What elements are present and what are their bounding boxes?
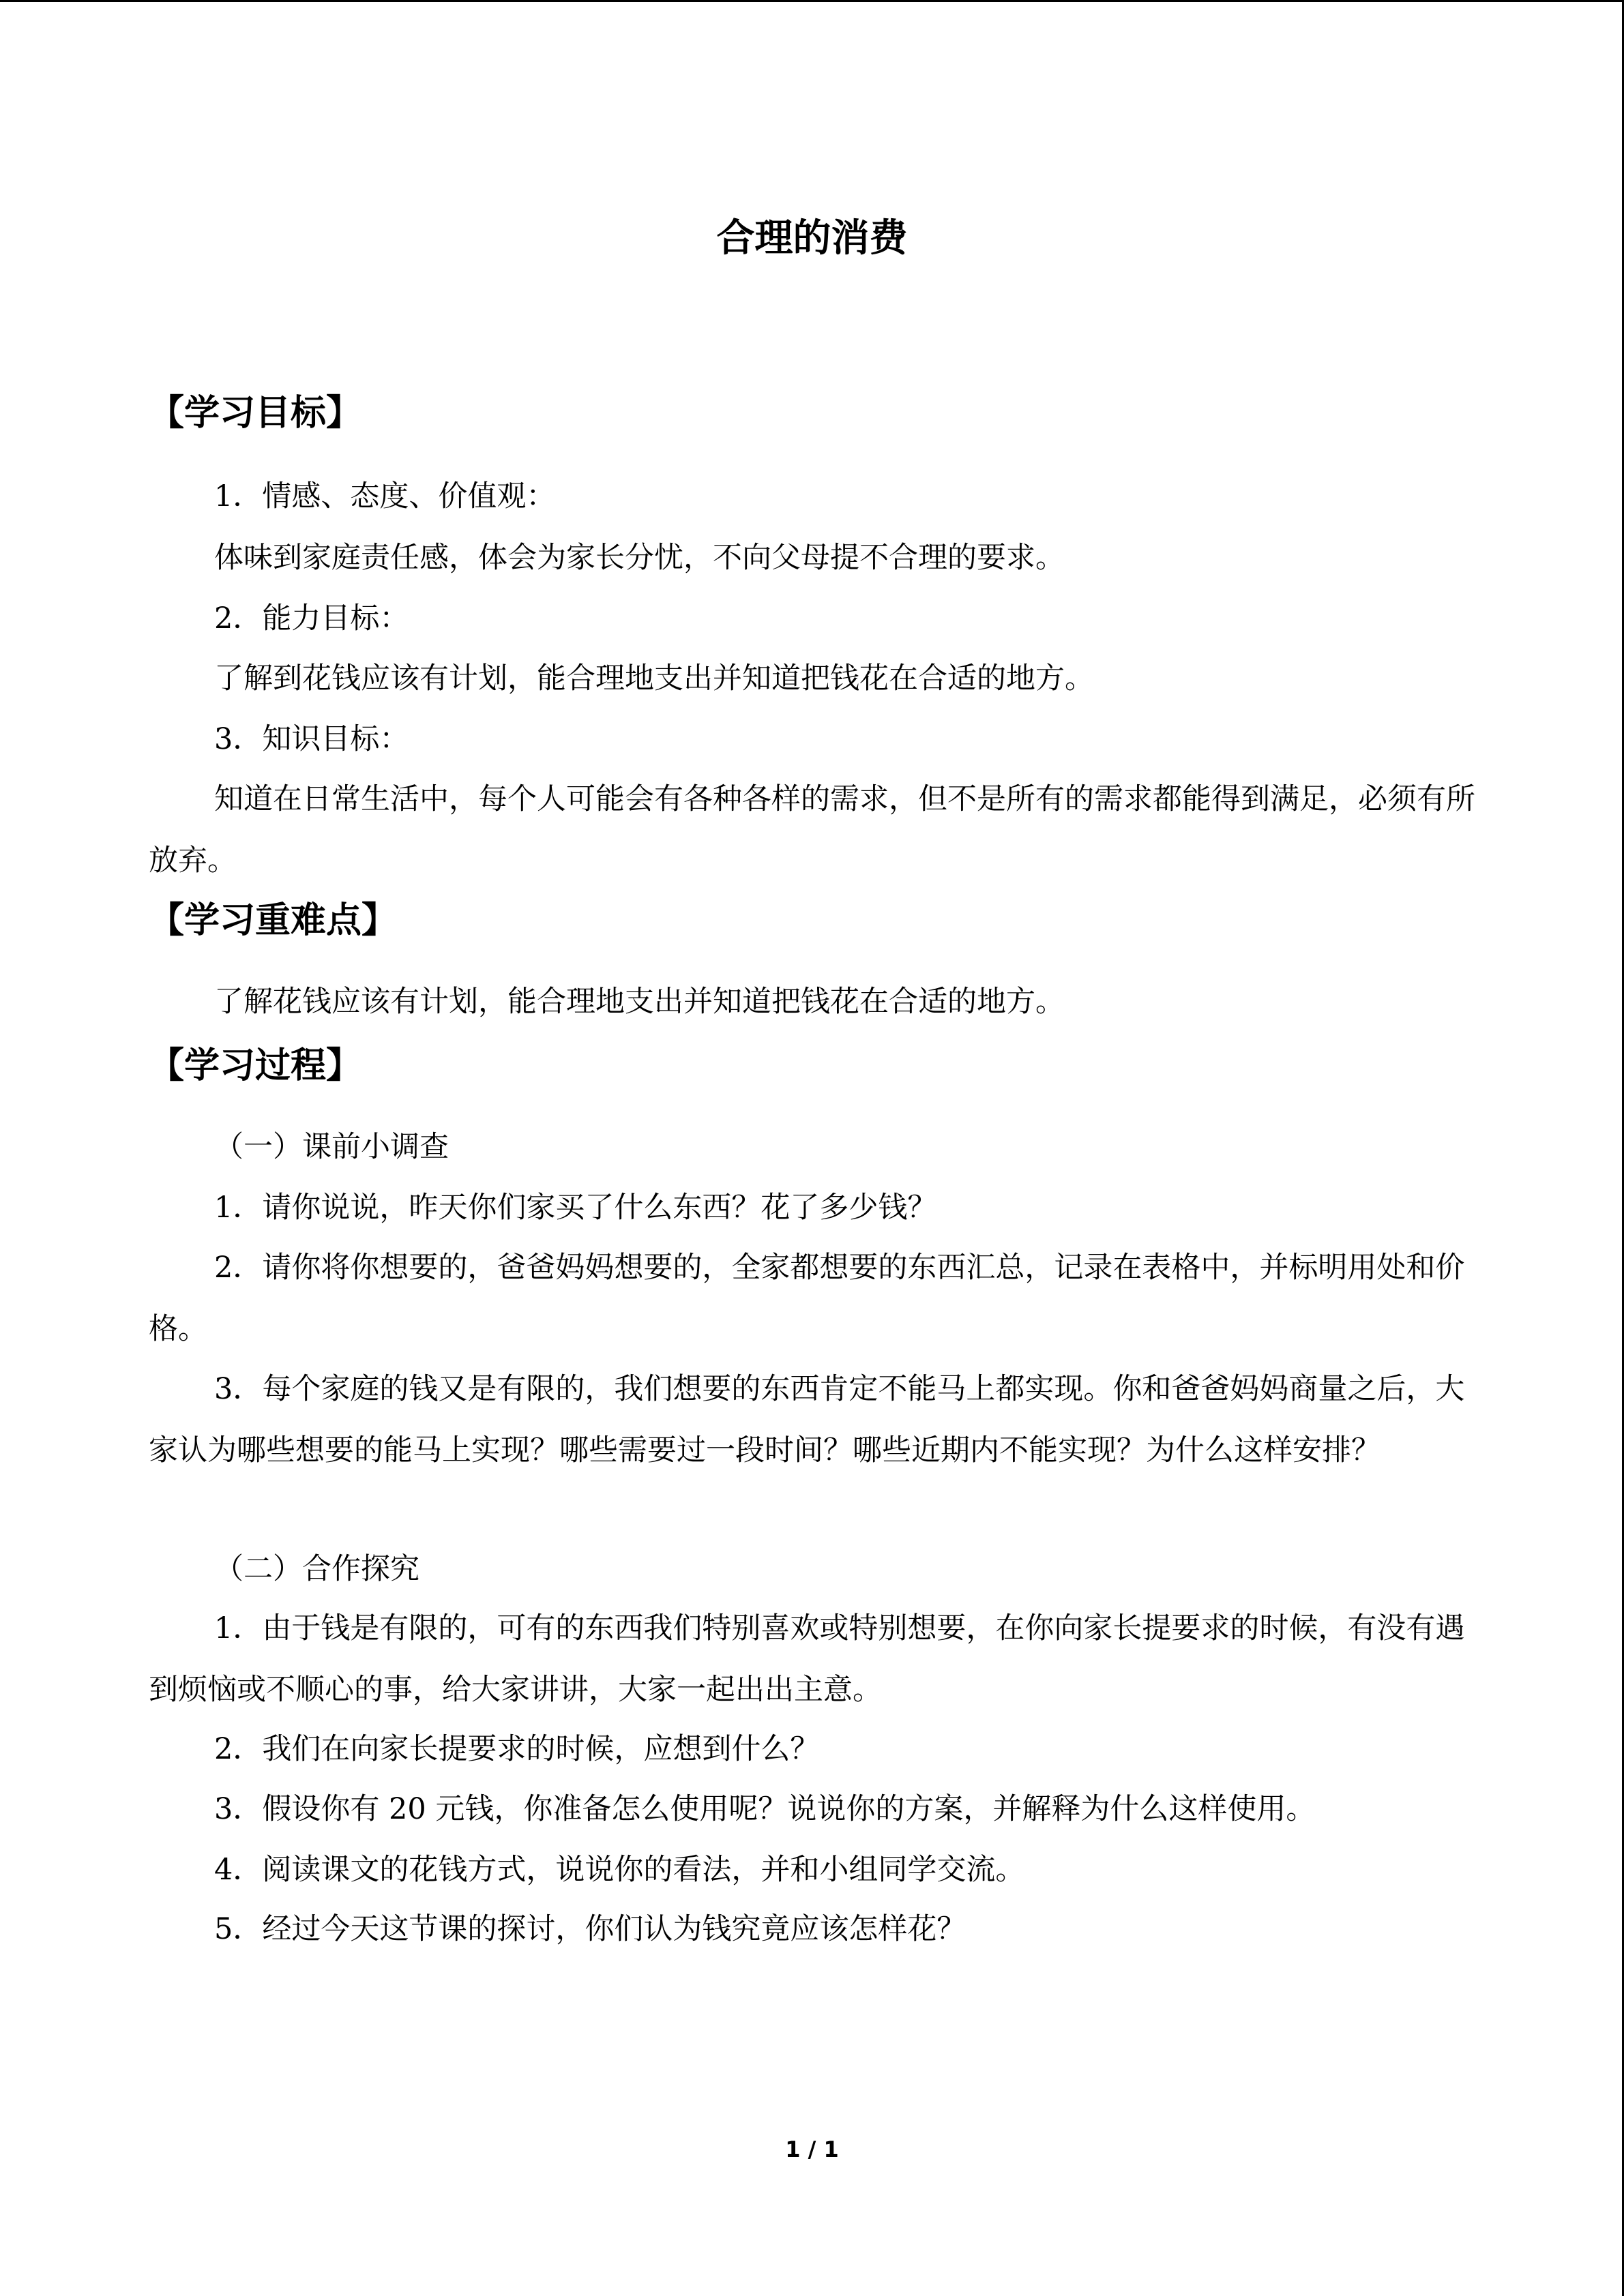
process-part-2-heading: （二）合作探究 [214,1552,419,1586]
objective-3-label: 3．知识目标： [214,722,409,756]
section-heading-key-points: 【学习重难点】 [149,900,398,941]
key-points-text: 了解花钱应该有计划，能合理地支出并知道把钱花在合适的地方。 [214,985,1065,1019]
process-part-1-heading: （一）课前小调查 [214,1130,449,1164]
objective-1-label: 1．情感、态度、价值观： [214,479,556,513]
document-title: 合理的消费 [716,216,908,260]
objective-3-text: 知道在日常生活中，每个人可能会有各种各样的需求，但不是所有的需求都能得到满足，必须有所放弃。 [149,782,1475,878]
process-item-1-2: 2．请你将你想要的，爸爸妈妈想要的，全家都想要的东西汇总，记录在表格中，并标明用处和价格。 [149,1251,1465,1346]
section-heading-learning-objectives: 【学习目标】 [149,393,362,434]
process-item-2-3: 3．假设你有 20 元钱，你准备怎么使用呢？说说你的方案，并解释为什么这样使用。 [214,1792,1316,1826]
section-heading-learning-process: 【学习过程】 [149,1045,362,1086]
process-item-1-1: 1．请你说说，昨天你们家买了什么东西？花了多少钱？ [214,1191,937,1225]
process-item-2-1: 1．由于钱是有限的，可有的东西我们特别喜欢或特别想要，在你向家长提要求的时候，有没有遇到烦恼或不顺心的事，给大家讲讲，大家一起出出主意。 [149,1611,1465,1707]
process-item-2-5: 5．经过今天这节课的探讨，你们认为钱究竟应该怎样花？ [214,1912,966,1946]
objective-2-text: 了解到花钱应该有计划，能合理地支出并知道把钱花在合适的地方。 [214,661,1094,696]
objective-1-text: 体味到家庭责任感，体会为家长分忧，不向父母提不合理的要求。 [214,541,1065,575]
page-number: 1 / 1 [785,2136,839,2162]
process-item-1-3: 3．每个家庭的钱又是有限的，我们想要的东西肯定不能马上都实现。你和爸爸妈妈商量之后，大家认为哪些想要的能马上实现？哪些需要过一段时间？哪些近期内不能实现？为什么这样安排？ [149,1372,1465,1467]
process-item-2-2: 2．我们在向家长提要求的时候，应想到什么？ [214,1732,820,1766]
page-top-border [0,0,1624,2]
process-item-2-4: 4．阅读课文的花钱方式，说说你的看法，并和小组同学交流。 [214,1853,1025,1887]
objective-2-label: 2．能力目标： [214,601,409,636]
